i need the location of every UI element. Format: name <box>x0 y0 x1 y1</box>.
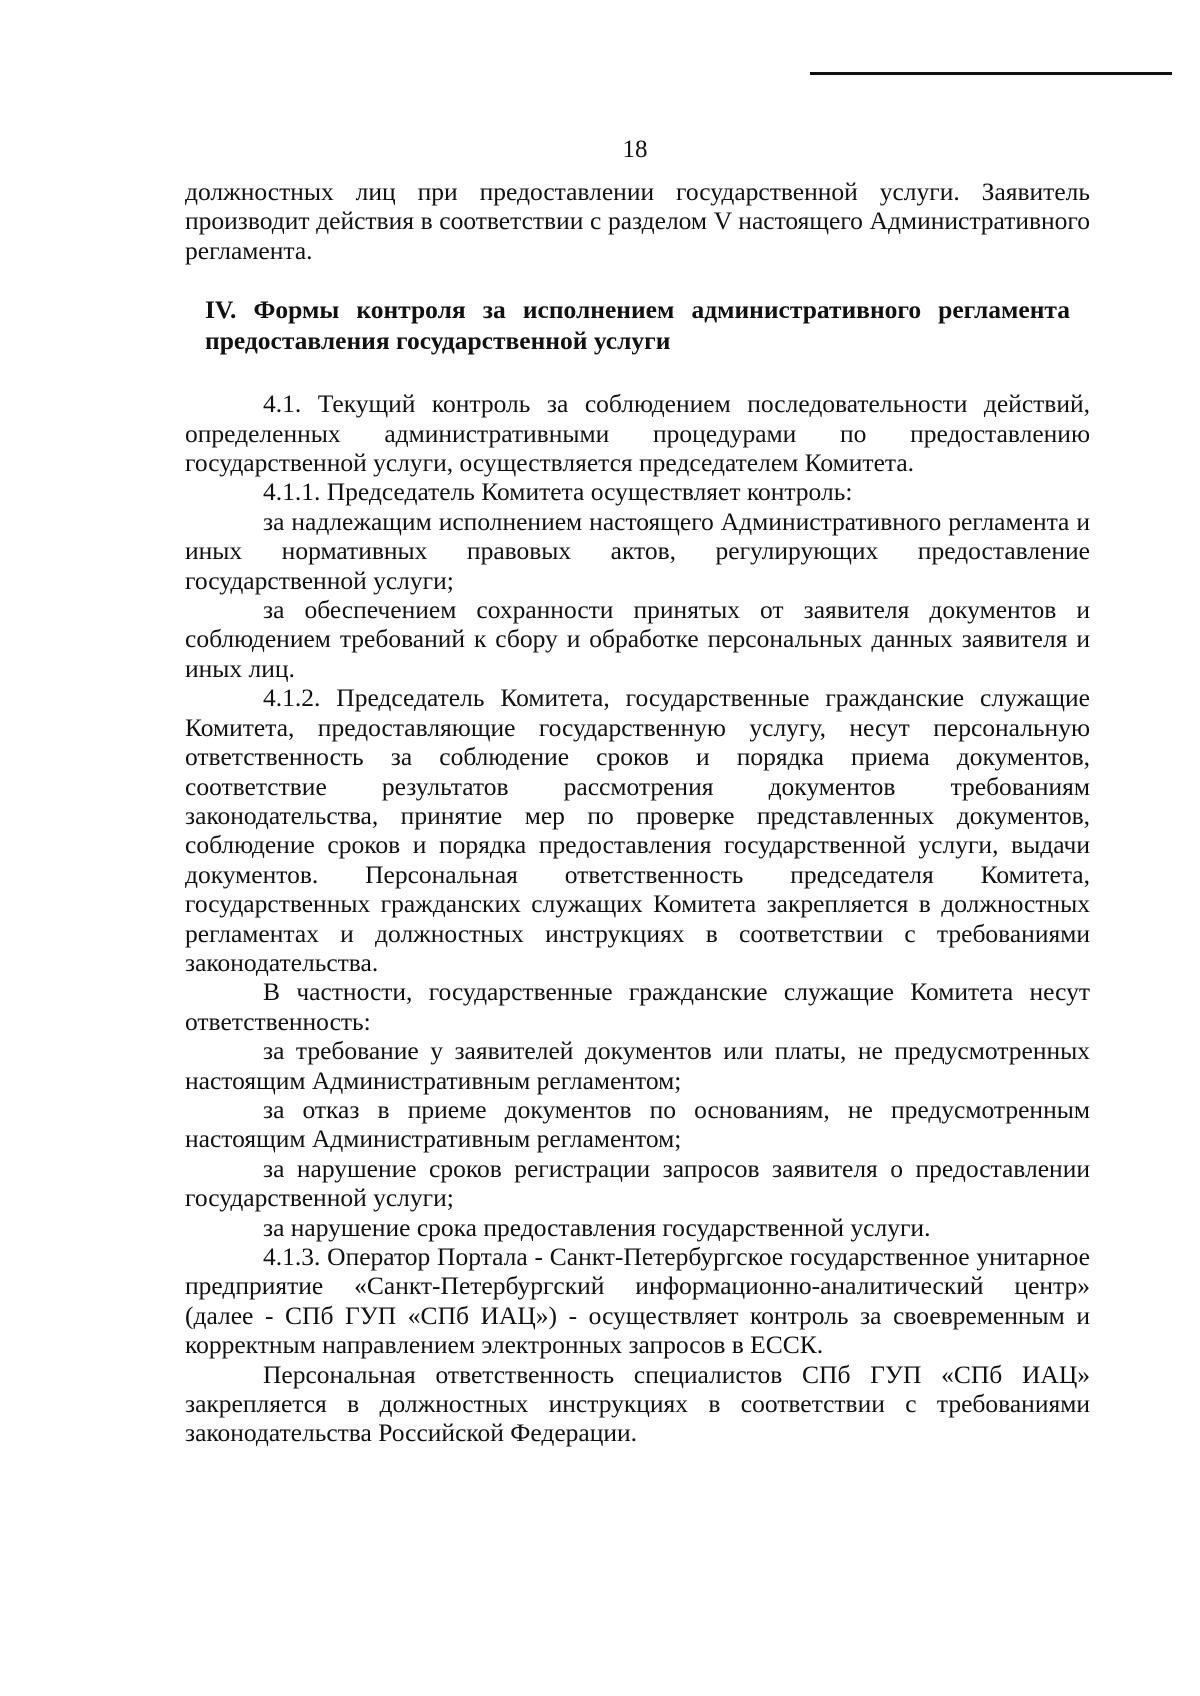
paragraph-control-item-2: за обеспечением сохранности принятых от заявителя документов и соблюдением требований к сбору и обработке персональных данных заявителя и иных лиц. <box>185 595 1090 683</box>
spacer <box>185 356 1090 389</box>
paragraph-responsibility-item-1: за требование у заявителей документов или платы, не предусмотренных настоящим Административным регламентом; <box>185 1036 1090 1095</box>
spacer <box>185 265 1090 294</box>
paragraph-4-1-3: 4.1.3. Оператор Портала - Санкт-Петербургское государственное унитарное предприятие «Санкт-Петербургский информационно-аналитический центр» (далее - СПб ГУП «СПб ИАЦ») - осуществляет контроль за своевременным и корректным направлением электронных запросов в ЕССК. <box>185 1242 1090 1360</box>
paragraph-responsibility-item-2: за отказ в приеме документов по основаниям, не предусмотренным настоящим Административным регламентом; <box>185 1094 1090 1154</box>
document-body <box>185 177 1090 1448</box>
section-heading: IV. Формы контроля за исполнением административного регламента предоставления государственной услуги <box>205 295 1070 356</box>
paragraph-responsibility-item-4: за нарушение срока предоставления государственной услуги. <box>263 1212 931 1242</box>
page-number: 18 <box>622 136 648 163</box>
paragraph-responsibility: В частности, государственные гражданские служащие Комитета несут ответственность: <box>185 977 1090 1036</box>
paragraph-responsibility-item-3: за нарушение сроков регистрации запросов заявителя о предоставлении государственной услуги; <box>185 1153 1090 1213</box>
header-rule <box>810 72 1172 75</box>
paragraph-iac-responsibility: Персональная ответственность специалистов СПб ГУП «СПб ИАЦ» закрепляется в должностных инструкциях в соответствии с требованиями законодательства Российской Федерации. <box>185 1359 1090 1448</box>
paragraph-intro: должностных лиц при предоставлении государственной услуги. Заявитель производит действия в соответствии с разделом V настоящего Административного регламента. <box>185 177 1090 265</box>
paragraph-control-item-1: за надлежащим исполнением настоящего Административного регламента и иных нормативных правовых актов, регулирующих предоставление государственной услуги; <box>185 506 1090 595</box>
paragraph-4-1-2: 4.1.2. Председатель Комитета, государственные гражданские служащие Комитета, предоставляющие государственную услугу, несут персональную ответственность за соблюдение сроков и порядка приема документов, соответствие результатов рассмотрения документов требованиям законодательства, принятие мер по проверке представленных документов, соблюдение сроков и порядка предоставления государственной услуги, выдачи документов. Персональная ответственность председателя Комитета, государственных гражданских служащих Комитета закрепляется в должностных регламентах и должностных инструкциях в соответствии с требованиями законодательства. <box>185 683 1090 977</box>
paragraph-4-1-1: 4.1.1. Председатель Комитета осуществляет контроль: <box>263 477 853 507</box>
paragraph-4-1: 4.1. Текущий контроль за соблюдением последовательности действий, определенных административными процедурами по предоставлению государственной услуги, осуществляется председателем Комитета. <box>185 389 1090 478</box>
